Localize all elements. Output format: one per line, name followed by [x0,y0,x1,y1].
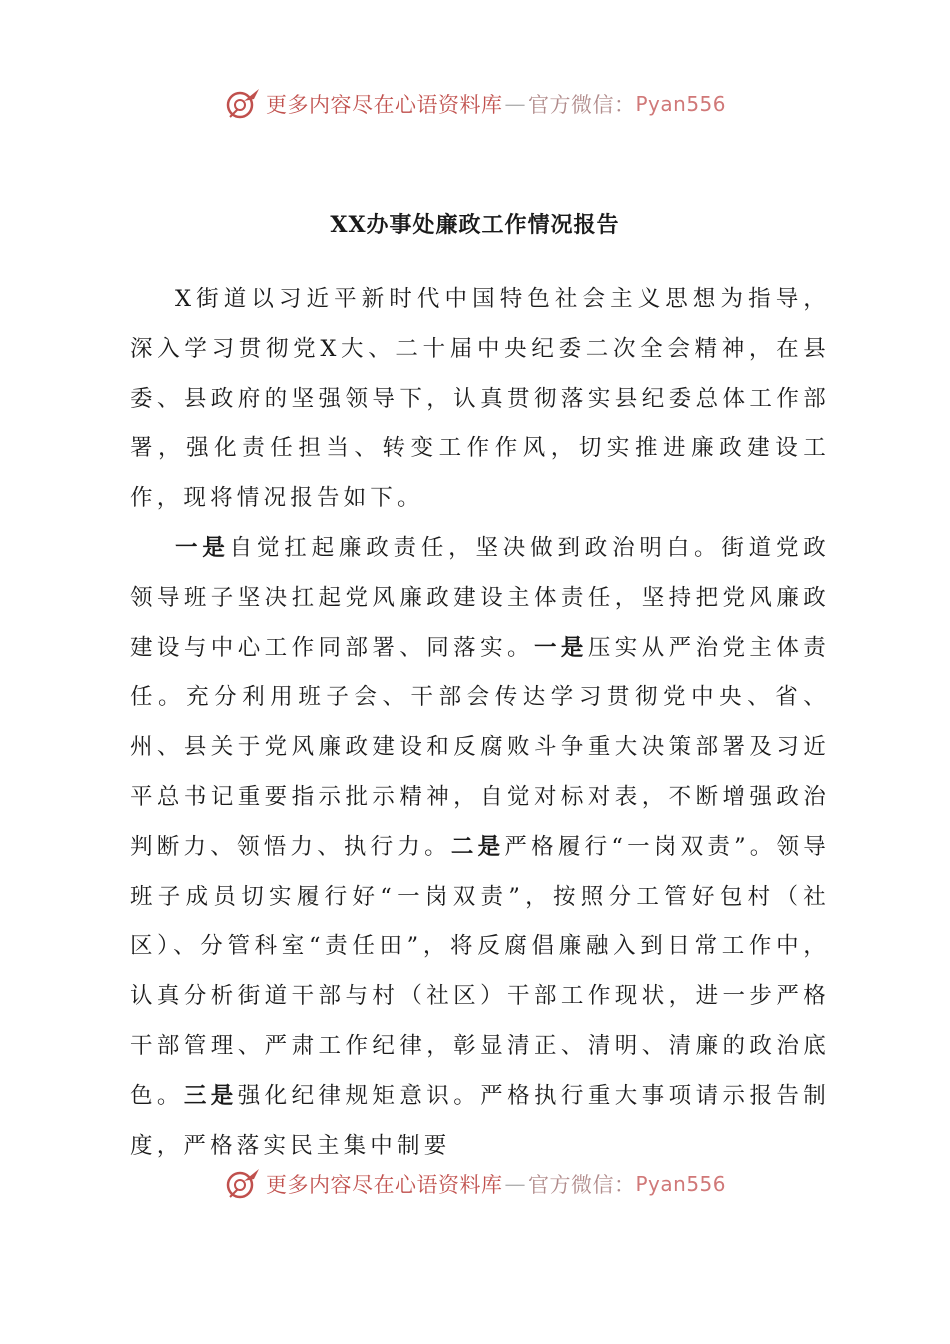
point-3-lead: 三是 [183,1082,238,1109]
watermark-main-text: 更多内容尽在心语资料库 [265,93,503,117]
watermark-sub-text: 官方微信： [527,1173,636,1197]
watermark-main-text: 更多内容尽在心语资料库 [265,1173,503,1197]
point-3-text: 强化纪律规矩意识。严格执行重大事项请示报告制度，严格落实民主集中制要 [130,1082,831,1159]
point-2-text: 严格履行“一岗双责”。领导班子成员切实履行好“一岗双责”，按照分工管好包村（社区）、分管科室“责任田”，将反腐倡廉融入到日常工作中，认真分析街道干部与村（社区）干部工作现状，进一步严格干部管理、严肃工作纪律，彰显清正、清明、清廉的政治底色。 [130,833,830,1109]
watermark-wechat-id: Pyan556 [635,92,726,116]
quill-pen-logo-icon [224,87,262,121]
watermark-dash: — [504,92,526,116]
bottom-watermark-banner [0,1164,950,1204]
point-1-lead: 一是 [533,634,588,661]
section-1-text: 自觉扛起廉政责任，坚决做到政治明白。街道党政领导班子坚决扛起党风廉政建设主体责任，坚持把党风廉政建设与中心工作同部署、同落实。 [130,534,830,661]
point-1-text: 压实从严治党主体责任。充分利用班子会、干部会传达学习贯彻党中央、省、州、县关于党风廉政建设和反腐败斗争重大决策部署及习近平总书记重要指示批示精神，自觉对标对表，不断增强政治判断力、领悟力、执行力。 [130,634,830,860]
watermark-dash: — [504,1172,526,1196]
point-2-lead: 二是 [450,833,505,860]
document-title: XX办事处廉政工作情况报告 [330,212,620,238]
quill-pen-logo-icon [224,1167,262,1201]
watermark-sub-text: 官方微信： [527,93,636,117]
section-1-paragraph [130,524,830,1171]
intro-paragraph: X街道以习近平新时代中国特色社会主义思想为指导，深入学习贯彻党X大、二十届中央纪委二次全会精神，在县委、县政府的坚强领导下，认真贯彻落实县纪委总体工作部署，强化责任担当、转变工作作风，切实推进廉政建设工作，现将情况报告如下。 [130,286,830,512]
top-watermark-banner [0,84,950,124]
watermark-wechat-id: Pyan556 [635,1172,726,1196]
document-body [130,275,830,1171]
section-1-lead: 一是 [175,534,230,561]
